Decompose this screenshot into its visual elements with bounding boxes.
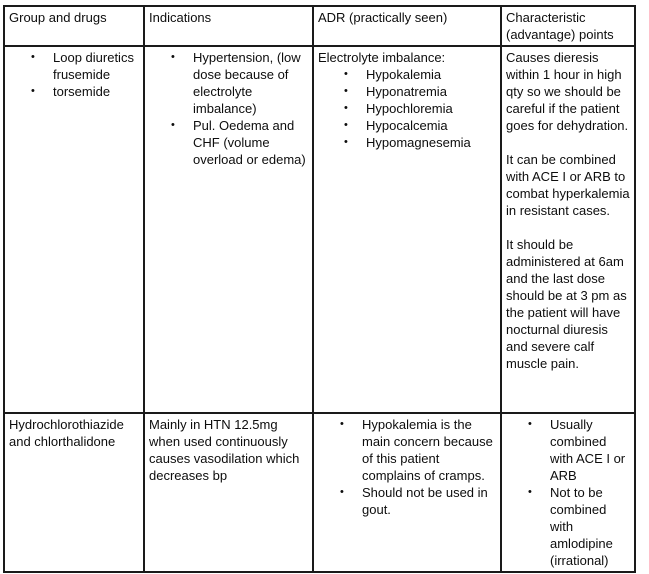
list-item-text: Hypomagnesemia [366,135,471,150]
bullet-icon: • [340,486,344,498]
list-item [318,117,496,134]
table-row-thiazides [4,413,635,572]
bullet-icon: • [31,51,35,63]
list-item-text: Hypokalemia is the main concern because of this patient complains of cramps. [362,417,493,483]
cell-row1-adr [313,46,501,413]
list-item-text: Hypochloremia [366,101,453,116]
list-item [318,484,496,518]
header-group-and-drugs: Group and drugs [4,6,144,46]
list-item [318,83,496,100]
cell-row2-characteristic [501,413,635,572]
characteristic-paragraph: It should be administered at 6am and the last dose should be at 3 pm as the patient will have nocturnal diuresis and severe calf muscle pain. [506,237,627,371]
list-item-text: Hypertension, (low dose because of electrolyte imbalance) [193,50,301,116]
table-row-loop-diuretics [4,46,635,413]
list-item [506,484,630,569]
characteristic-paragraph: It can be combined with ACE I or ARB to combat hyperkalemia in resistant cases. [506,152,630,218]
list-item-text: Hypokalemia [366,67,442,82]
list-item-text: Hyponatremia [366,84,447,99]
indications-text: Mainly in HTN 12.5mg when used continuously causes vasodilation which decreases bp [149,417,300,483]
list-item-text: Hypocalcemia [366,118,448,133]
list-item-text: torsemide [53,84,111,99]
cell-row2-group-drugs [4,413,144,572]
bullet-icon: • [344,102,348,114]
adr-intro-text: Electrolyte imbalance: [318,50,446,65]
list-item [318,66,496,83]
bullet-icon: • [171,119,175,131]
list-item-text: Pul. Oedema and CHF (volume overload or edema) [193,118,306,167]
list-item [149,117,308,168]
bullet-icon: • [340,418,344,430]
bullet-icon: • [344,85,348,97]
cell-row1-characteristic [501,46,635,413]
bullet-icon: • [528,486,532,498]
header-adr: ADR (practically seen) [313,6,501,46]
header-indications: Indications [144,6,313,46]
cell-row1-indications [144,46,313,413]
list-item-text: Usually combined with ACE I or ARB [550,417,626,483]
group-drugs-text: Hydrochlorothiazide and chlorthalidone [9,417,124,449]
bullet-icon: • [344,119,348,131]
bullet-icon: • [344,68,348,80]
list-item [9,49,139,83]
cell-row1-group-drugs [4,46,144,413]
cell-row2-indications [144,413,313,572]
list-item [9,83,139,100]
list-item-text: Should not be used in gout. [362,485,488,517]
header-row [4,6,635,46]
list-item [149,49,308,117]
bullet-icon: • [528,418,532,430]
diuretics-notes-table [3,5,636,573]
bullet-icon: • [171,51,175,63]
list-item [318,134,496,151]
list-item [506,416,630,484]
list-item [318,416,496,484]
bullet-icon: • [31,85,35,97]
header-characteristic-points: Characteristic (advantage) points [501,6,635,46]
list-item [318,100,496,117]
cell-row2-adr [313,413,501,572]
list-item-text: Loop diuretics frusemide [53,50,134,82]
bullet-icon: • [344,136,348,148]
characteristic-paragraph: Causes dieresis within 1 hour in high qty so we should be careful if the patient goes for dehydration. [506,50,629,133]
list-item-text: Not to be combined with amlodipine (irrational) [550,485,613,568]
